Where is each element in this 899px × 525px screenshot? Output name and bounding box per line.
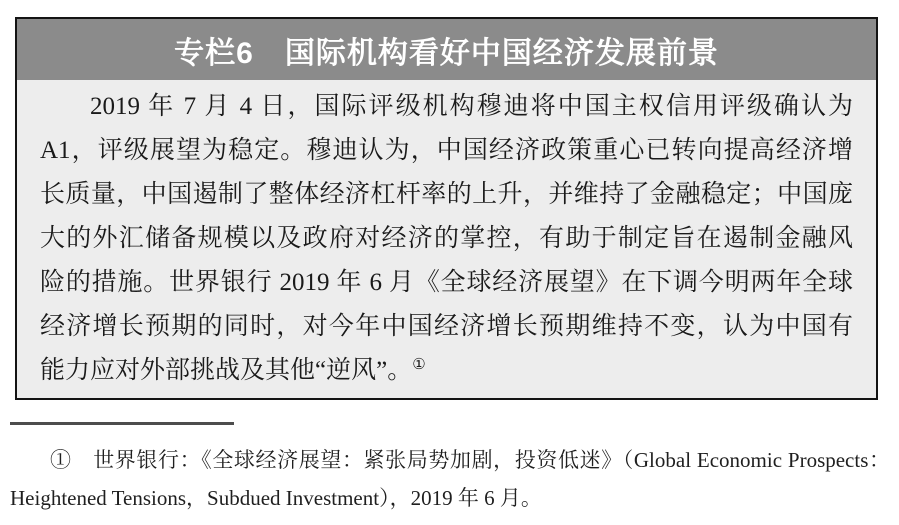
box-body — [17, 80, 876, 393]
body-line: 大的外汇储备规模以及政府对经济的掌控，有助于制定旨在遏制金融风 — [40, 225, 853, 252]
body-line — [40, 349, 853, 393]
body-line: A1，评级展望为稳定。穆迪认为，中国经济政策重心已转向提高经济增 — [40, 137, 853, 164]
footnote-divider — [10, 422, 234, 425]
footnote-reference-marker: ① — [412, 357, 426, 373]
footnote-text: ① 世界银行：《全球经济展望：紧张局势加剧，投资低迷》（Global Economic Prospects：Heightened Tensions，Subdued Investment），2019 年 6 月。 — [10, 448, 890, 510]
footnote-section — [10, 422, 890, 517]
body-line-text: 能力应对外部挑战及其他“逆风”。 — [40, 357, 413, 384]
box-header — [17, 19, 876, 80]
box-panel — [15, 17, 878, 400]
body-line: 长质量，中国遏制了整体经济杠杆率的上升，并维持了金融稳定；中国庞 — [40, 181, 853, 208]
body-line: 2019 年 7 月 4 日，国际评级机构穆迪将中国主权信用评级确认为 — [90, 93, 853, 120]
body-line: 经济增长预期的同时，对今年中国经济增长预期维持不变，认为中国有 — [40, 313, 853, 340]
body-line: 险的措施。世界银行 2019 年 6 月《全球经济展望》在下调今明两年全球 — [40, 269, 853, 296]
box-title: 专栏6 国际机构看好中国经济发展前景 — [174, 36, 719, 70]
